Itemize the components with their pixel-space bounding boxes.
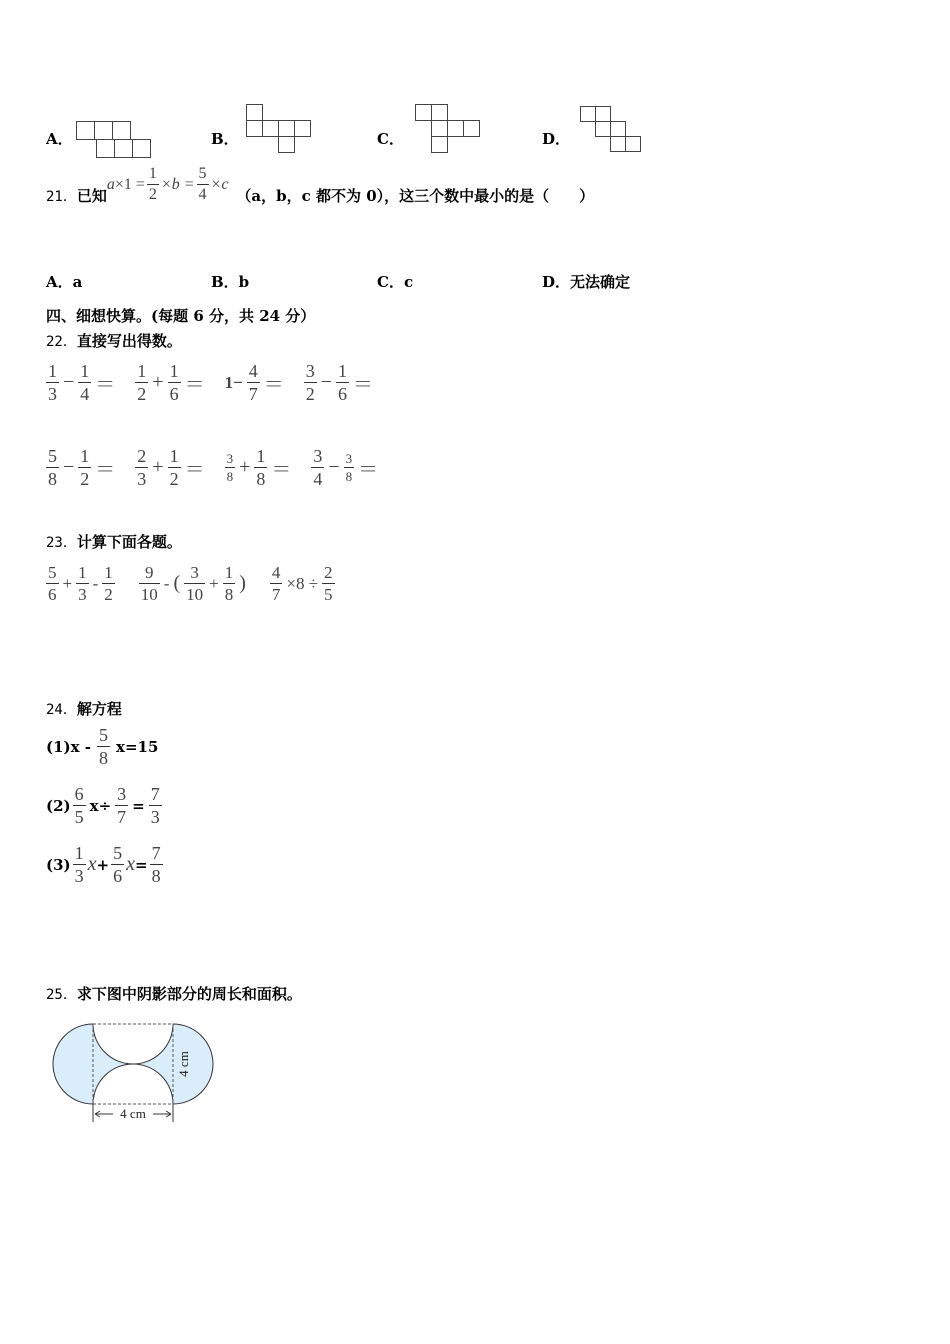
section-4-title: 四、细想快算。(每题 6 分，共 24 分） [46,307,316,325]
q23-expression-2: $\frac{9}{10}$ - ( $\frac{3}{10}$ + $\frac{1}{8}$ ) [140,563,246,604]
height-label: 4 cm [176,1051,191,1077]
q25-title: 求下图中阴影部分的周长和面积。 [76,985,302,1003]
q22-item: $\frac{5}{8}$ − $\frac{1}{2}$ ＝ [48,446,116,489]
q21-suffix: （a，b，c 都不为 0），这三个数中最小的是（ ） [236,187,595,205]
q22-item: $\frac{3}{8}$ + $\frac{1}{8}$ ＝ [226,446,292,489]
net-figure-a [76,120,156,160]
q24-equation-2: (2) $\frac{6}{5}$ x÷ $\frac{3}{7}$ = $\frac{7}{3}$ [46,784,160,827]
net-figure-c [414,103,484,158]
q21-times-c: ×c [210,175,229,193]
q21-fraction-1: $\frac{1}{2}$ [148,165,157,203]
q22-item: $\frac{1}{3}$ − $\frac{1}{4}$ ＝ [48,361,116,404]
q22-item: $\frac{3}{4}$ − $\frac{3}{8}$ ＝ [313,446,379,489]
option-d-label: D． [542,130,571,148]
q24-equation-3: (3) $\frac{1}{3}$ x + $\frac{5}{6}$ x = $\frac{7}{8}$ [46,843,161,886]
q23-number: 23． [46,534,77,551]
q21-prefix: 已知 [76,187,107,205]
q23-heading [46,531,182,552]
shaded-region-figure [46,1018,226,1133]
q24-heading [46,698,122,719]
q22-row-2 [44,447,396,488]
q21-option-c: C．c [377,273,414,291]
q22-item: $\frac{3}{2}$ − $\frac{1}{6}$ ＝ [305,361,374,404]
q23-expression-1: $\frac{5}{6}$ + $\frac{1}{3}$ - $\frac{1}{2}$ [48,563,113,604]
width-label: 4 cm [120,1106,146,1121]
q21-option-a: A．a [46,273,83,291]
q23-expressions [44,564,353,603]
q21-number: 21． [46,188,77,205]
option-c-label: C． [377,130,404,148]
net-figure-d [579,105,649,160]
q23-title: 计算下面各题。 [76,533,182,551]
q24-equation-1: (1)x - $\frac{5}{8}$ x=15 [46,725,159,768]
q22-heading [46,330,182,351]
q22-item: $\frac{2}{3}$ + $\frac{1}{2}$ ＝ [137,446,205,489]
q24-title: 解方程 [76,700,122,718]
q22-number: 22． [46,333,77,350]
q21-fraction-2: $\frac{5}{4}$ [198,165,207,203]
q21-option-b: B．b [211,273,250,291]
q21-times-b: ×b = [160,175,195,193]
option-a-label: A． [46,130,73,148]
q22-title: 直接写出得数。 [76,332,182,350]
q22-row-1 [44,362,391,403]
q21-var-a: a [106,175,115,193]
q25-heading [46,983,302,1004]
q22-item: $\frac{1}{2}$ + $\frac{1}{6}$ ＝ [137,361,205,404]
question-21 [46,165,595,206]
q21-equation [107,166,229,203]
q25-number: 25． [46,986,77,1003]
q23-expression-3: $\frac{4}{7}$ ×8 ÷ $\frac{2}{5}$ [271,563,333,604]
q24-number: 24． [46,701,77,718]
q21-option-d: D．无法确定 [542,273,631,291]
q21-times1: ×1 = [114,175,145,193]
option-b-label: B． [211,130,239,148]
q22-item: 1− $\frac{4}{7}$ ＝ [224,361,284,404]
net-figure-b [246,103,316,158]
